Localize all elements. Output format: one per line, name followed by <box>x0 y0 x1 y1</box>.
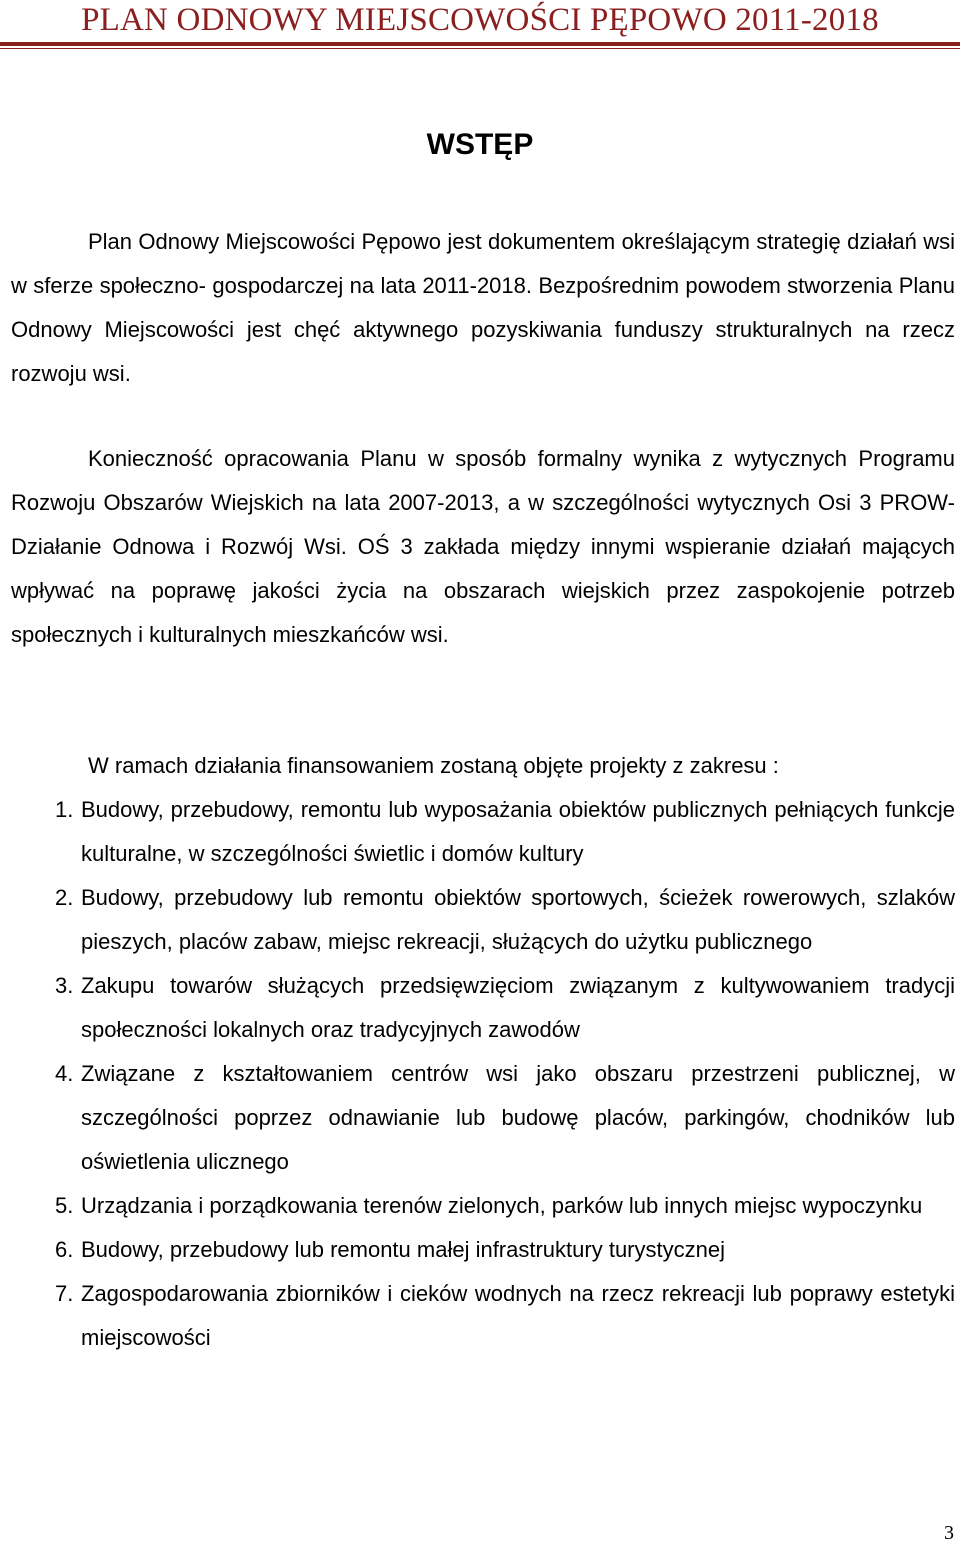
list-item <box>0 1228 960 1272</box>
list-item-number: 6. <box>55 1237 74 1262</box>
list-item-text: Budowy, przebudowy, remontu lub wyposażania obiektów publicznych pełniących funkcje kulturalne, w szczególności świetlic i domów kultury <box>81 797 955 866</box>
list-item <box>0 964 960 1052</box>
project-list <box>0 788 960 1360</box>
requirements-paragraph: Konieczność opracowania Planu w sposób formalny wynika z wytycznych Programu Rozwoju Obszarów Wiejskich na lata 2007-2013, a w szczególności wytycznych Osi 3 PROW- Działanie Odnowa i Rozwój Wsi. OŚ 3 zakłada między innymi wspieranie działań mających wpływać na poprawę jakości życia na obszarach wiejskich przez zaspokojenie potrzeb społecznych i kulturalnych mieszkańców wsi. <box>11 446 955 647</box>
header-rule-thin <box>0 48 960 49</box>
list-intro: W ramach działania finansowaniem zostaną objęte projekty z zakresu : <box>88 753 779 778</box>
header-rule-thick <box>0 42 960 46</box>
list-item-number: 7. <box>55 1281 74 1306</box>
section-heading: WSTĘP <box>426 128 534 161</box>
list-item-number: 5. <box>55 1193 74 1218</box>
list-item-text: Zagospodarowania zbiorników i cieków wodnych na rzecz rekreacji lub poprawy estetyki miejscowości <box>81 1281 955 1350</box>
page-header <box>0 0 960 46</box>
page-number: 3 <box>944 1522 954 1544</box>
list-item-text: Związane z kształtowaniem centrów wsi jako obszaru przestrzeni publicznej, w szczególności poprzez odnawianie lub budowę placów, parkingów, chodników lub oświetlenia ulicznego <box>81 1061 955 1174</box>
list-item <box>0 1272 960 1360</box>
list-item-number: 1. <box>55 797 74 822</box>
list-item <box>0 876 960 964</box>
list-item <box>0 1052 960 1184</box>
list-item-text: Budowy, przebudowy lub remontu małej infrastruktury turystycznej <box>81 1237 725 1262</box>
list-item-text: Urządzania i porządkowania terenów zielonych, parków lub innych miejsc wypoczynku <box>81 1193 923 1218</box>
list-item-number: 3. <box>55 973 74 998</box>
intro-paragraph: Plan Odnowy Miejscowości Pępowo jest dokumentem określającym strategię działań wsi w sferze społeczno- gospodarczej na lata 2011-2018. Bezpośrednim powodem stworzenia Planu Odnowy Miejscowości jest chęć aktywnego pozyskiwania funduszy strukturalnych na rzecz rozwoju wsi. <box>11 229 955 386</box>
list-item-number: 4. <box>55 1061 74 1086</box>
document-title: PLAN ODNOWY MIEJSCOWOŚCI PĘPOWO 2011-2018 <box>81 2 879 38</box>
list-item-text: Zakupu towarów służących przedsięwzięciom związanym z kultywowaniem tradycji społeczności lokalnych oraz tradycyjnych zawodów <box>81 973 955 1042</box>
list-item-number: 2. <box>55 885 74 910</box>
list-item <box>0 1184 960 1228</box>
list-item-text: Budowy, przebudowy lub remontu obiektów sportowych, ścieżek rowerowych, szlaków pieszych, placów zabaw, miejsc rekreacji, służących do użytku publicznego <box>81 885 955 954</box>
list-item <box>0 788 960 876</box>
